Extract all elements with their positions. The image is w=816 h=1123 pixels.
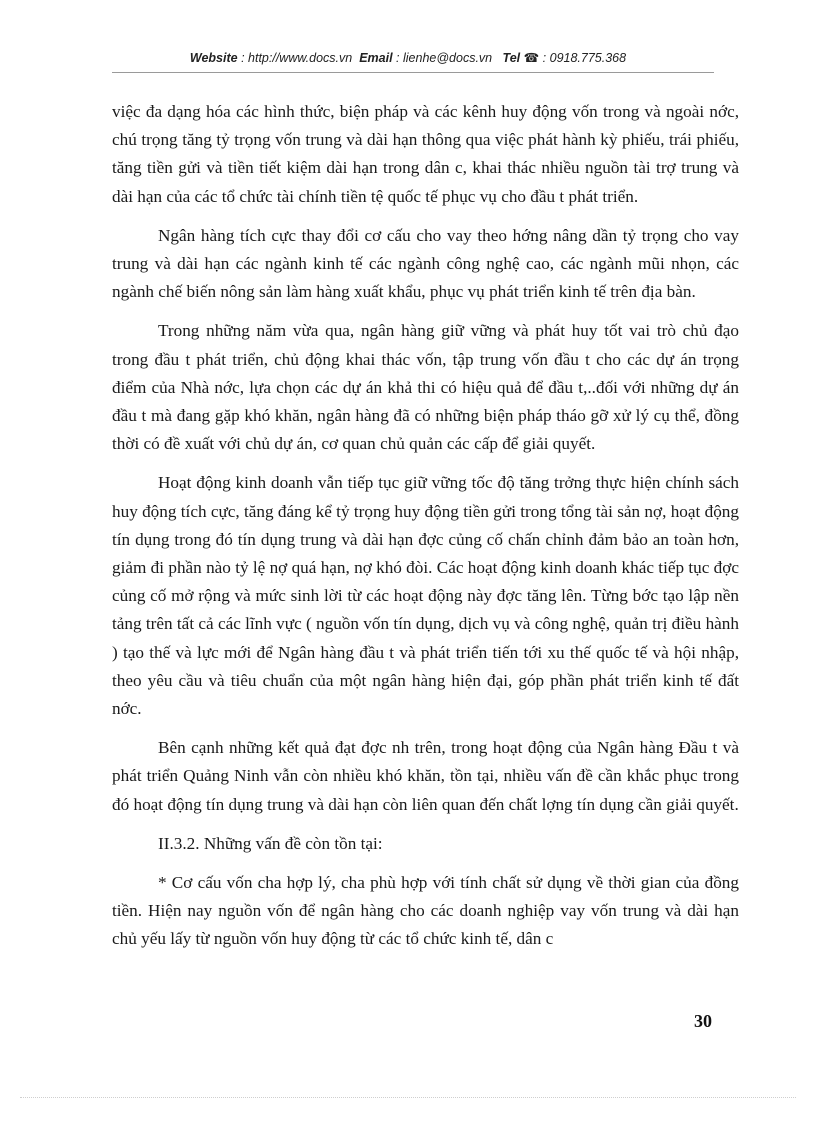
paragraph-4: Hoạt động kinh doanh vẫn tiếp tục giữ vững tốc độ tăng trởng thực hiện chính sách huy động tích cực, tăng đáng kể tỷ trọng huy động tiền gửi trong tổng tài sản nợ, hoạt động tín dụng trong đó tín dụng trung và dài hạn đợc củng cố chấn chỉnh đảm bảo an toàn hơn, giảm đi phần nào tỷ lệ nợ quá hạn, nợ khó đòi. Các hoạt động kinh doanh khác tiếp tục đợc củng cố mở rộng và mức sinh lời từ các hoạt động này đợc tăng lên. Từng bớc tạo lập nền tảng trên tất cả các lĩnh vực ( nguồn vốn tín dụng, dịch vụ và công nghệ, quản trị điều hành ) tạo thế và lực mới để Ngân hàng đầu t và phát triển tiến tới xu thế quốc tế và hội nhập, theo yêu cầu và tiêu chuẩn của một ngân hàng hiện đại, góp phần phát triển kinh tế đất nớc. — [112, 473, 739, 719]
document-body — [112, 98, 739, 965]
paragraph-2: Ngân hàng tích cực thay đổi cơ cấu cho vay theo hớng nâng dần tỷ trọng cho vay trung và dài hạn các ngành kinh tế các ngành công nghệ cao, các ngành mũi nhọn, các ngành chế biến nông sản làm hàng xuất khẩu, phục vụ phát triển kinh tế trên địa bàn. — [112, 225, 739, 302]
website-url[interactable]: : http://www.docs.vn — [241, 51, 353, 65]
tel-number: : 0918.775.368 — [542, 51, 627, 65]
page-number: 30 — [694, 1011, 712, 1031]
website-label: Website — [189, 51, 238, 65]
paragraph-6: * Cơ cấu vốn cha hợp lý, cha phù hợp với tính chất sử dụng về thời gian của đồng tiền. Hiện nay nguồn vốn để ngân hàng cho các doanh nghiệp vay vốn trung và dài hạn chủ yếu lấy từ nguồn vốn huy động từ các tổ chức kinh tế, dân c — [112, 873, 739, 949]
footer-divider — [20, 1097, 796, 1098]
section-heading: II.3.2. Những vấn đề còn tồn tại: — [158, 833, 383, 853]
email-label: Email — [359, 51, 393, 65]
page-header — [0, 50, 816, 65]
paragraph-1: việc đa dạng hóa các hình thức, biện pháp và các kênh huy động vốn trong và ngoài nớc, chú trọng tăng tỷ trọng vốn trung và dài hạn thông qua việc phát hành kỳ phiếu, trái phiếu, tăng tiền gửi và tiền tiết kiệm dài hạn trong dân c, khai thác nhiều nguồn tài trợ trung và dài hạn của các tổ chức tài chính tiền tệ quốc tế phục vụ cho đầu t phát triển. — [112, 102, 739, 206]
header-divider — [112, 72, 714, 73]
paragraph-5: Bên cạnh những kết quả đạt đợc nh trên, trong hoạt động của Ngân hàng Đầu t và phát triển Quảng Ninh vẫn còn nhiều khó khăn, tồn tại, nhiều vấn đề cần khắc phục trong đó hoạt động tín dụng trung và dài hạn còn liên quan đến chất lợng tín dụng cần giải quyết. — [112, 738, 739, 814]
paragraph-3: Trong những năm vừa qua, ngân hàng giữ vững và phát huy tốt vai trò chủ đạo trong đầu t phát triển, chủ động khai thác vốn, tập trung vốn đầu t cho các dự án trọng điểm của Nhà nớc, lựa chọn các dự án khả thi có hiệu quả để đầu t,..đối với những dự án đầu t mà đang gặp khó khăn, ngân hàng đã có những biện pháp tháo gỡ xử lý cụ thể, đồng thời có đề xuất với chủ dự án, cơ quan chủ quản các cấp để giải quyết. — [112, 321, 739, 454]
tel-label: Tel ☎ — [502, 51, 540, 65]
email-address[interactable]: : lienhe@docs.vn — [396, 51, 493, 65]
